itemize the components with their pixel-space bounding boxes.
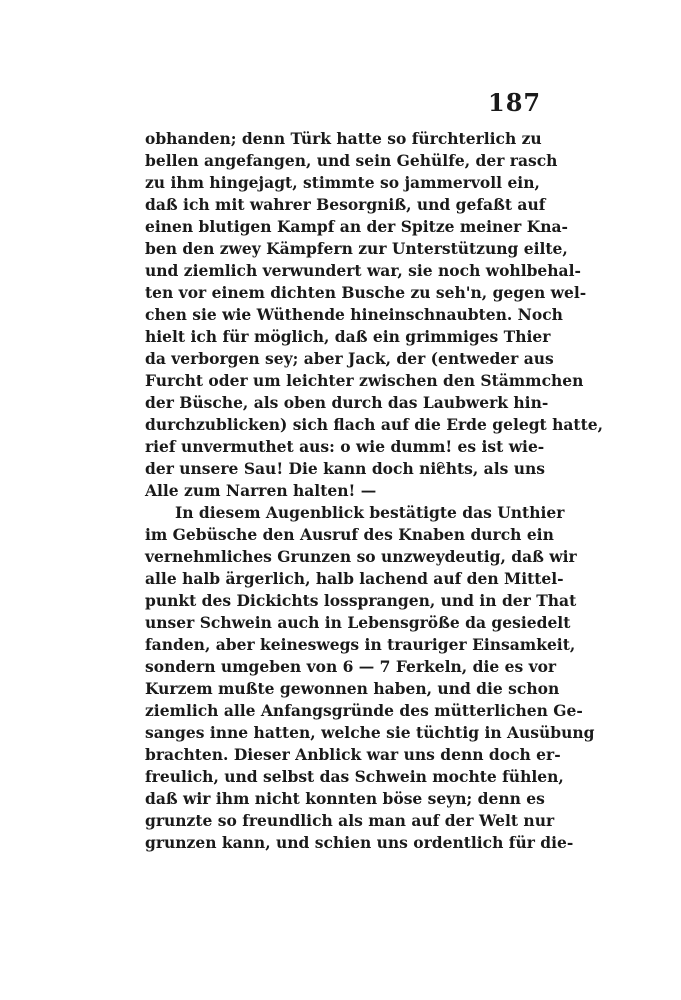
paragraph-start-line: In diesem Augenblick bestätigte das Unthier <box>175 503 565 522</box>
text-line: obhanden; denn Türk hatte so fürchterlich zu <box>145 129 542 148</box>
text-line: alle halb ärgerlich, halb lachend auf den Mittel- <box>145 569 564 588</box>
text-line: durchzublicken) sich flach auf die Erde gelegt hatte, <box>145 415 604 434</box>
text-line: Kurzem mußte gewonnen haben, und die schon <box>145 679 560 698</box>
text-line: unser Schwein auch in Lebensgröße da gesiedelt <box>145 613 571 632</box>
text-line: bellen angefangen, und sein Gehülfe, der rasch <box>145 151 558 170</box>
page-number: 187 <box>488 88 542 117</box>
text-line: ben den zwey Kämpfern zur Unterstützung eilte, <box>145 239 568 258</box>
text-line: sondern umgeben von 6 — 7 Ferkeln, die es vor <box>145 657 557 676</box>
text-line: freulich, und selbst das Schwein mochte fühlen, <box>145 767 564 786</box>
text-line: chen sie wie Wüthende hineinschnaubten. Noch <box>145 305 563 324</box>
text-line: grunzen kann, und schien uns ordentlich für die- <box>145 833 574 852</box>
text-line: sanges inne hatten, welche sie tüchtig in Ausübung <box>145 723 595 742</box>
text-line: rief unvermuthet aus: o wie dumm! es ist wie- <box>145 437 545 456</box>
body-text <box>145 128 604 854</box>
text-line: vernehmliches Grunzen so unzweydeutig, daß wir <box>145 547 577 566</box>
text-line: Alle zum Narren halten! — <box>145 481 377 500</box>
text-line: der unsere Sau! Die kann doch nichts, als uns <box>145 459 545 478</box>
text-line: hielt ich für möglich, daß ein grimmiges Thier <box>145 327 551 346</box>
text-line: grunzte so freundlich als man auf der Welt nur <box>145 811 555 830</box>
text-line: brachten. Dieser Anblick war uns denn doch er- <box>145 745 561 764</box>
text-line: punkt des Dickichts lossprangen, und in der That <box>145 591 577 610</box>
text-line: ten vor einem dichten Busche zu seh'n, gegen wel- <box>145 283 587 302</box>
text-line: und ziemlich verwundert war, sie noch wohlbehal- <box>145 261 581 280</box>
text-line: daß ich mit wahrer Besorgniß, und gefaßt auf <box>145 195 546 214</box>
text-line: ziemlich alle Anfangsgründe des mütterlichen Ge- <box>145 701 583 720</box>
ink-spot <box>437 462 444 469</box>
text-line: fanden, aber keineswegs in trauriger Einsamkeit, <box>145 635 576 654</box>
text-line: im Gebüsche den Ausruf des Knaben durch ein <box>145 525 554 544</box>
text-line: der Büsche, als oben durch das Laubwerk hin- <box>145 393 549 412</box>
text-line: Furcht oder um leichter zwischen den Stämmchen <box>145 371 584 390</box>
text-line: daß wir ihm nicht konnten böse seyn; denn es <box>145 789 545 808</box>
text-line: da verborgen sey; aber Jack, der (entweder aus <box>145 349 554 368</box>
text-line: einen blutigen Kampf an der Spitze meiner Kna- <box>145 217 568 236</box>
text-line: zu ihm hingejagt, stimmte so jammervoll ein, <box>145 173 540 192</box>
